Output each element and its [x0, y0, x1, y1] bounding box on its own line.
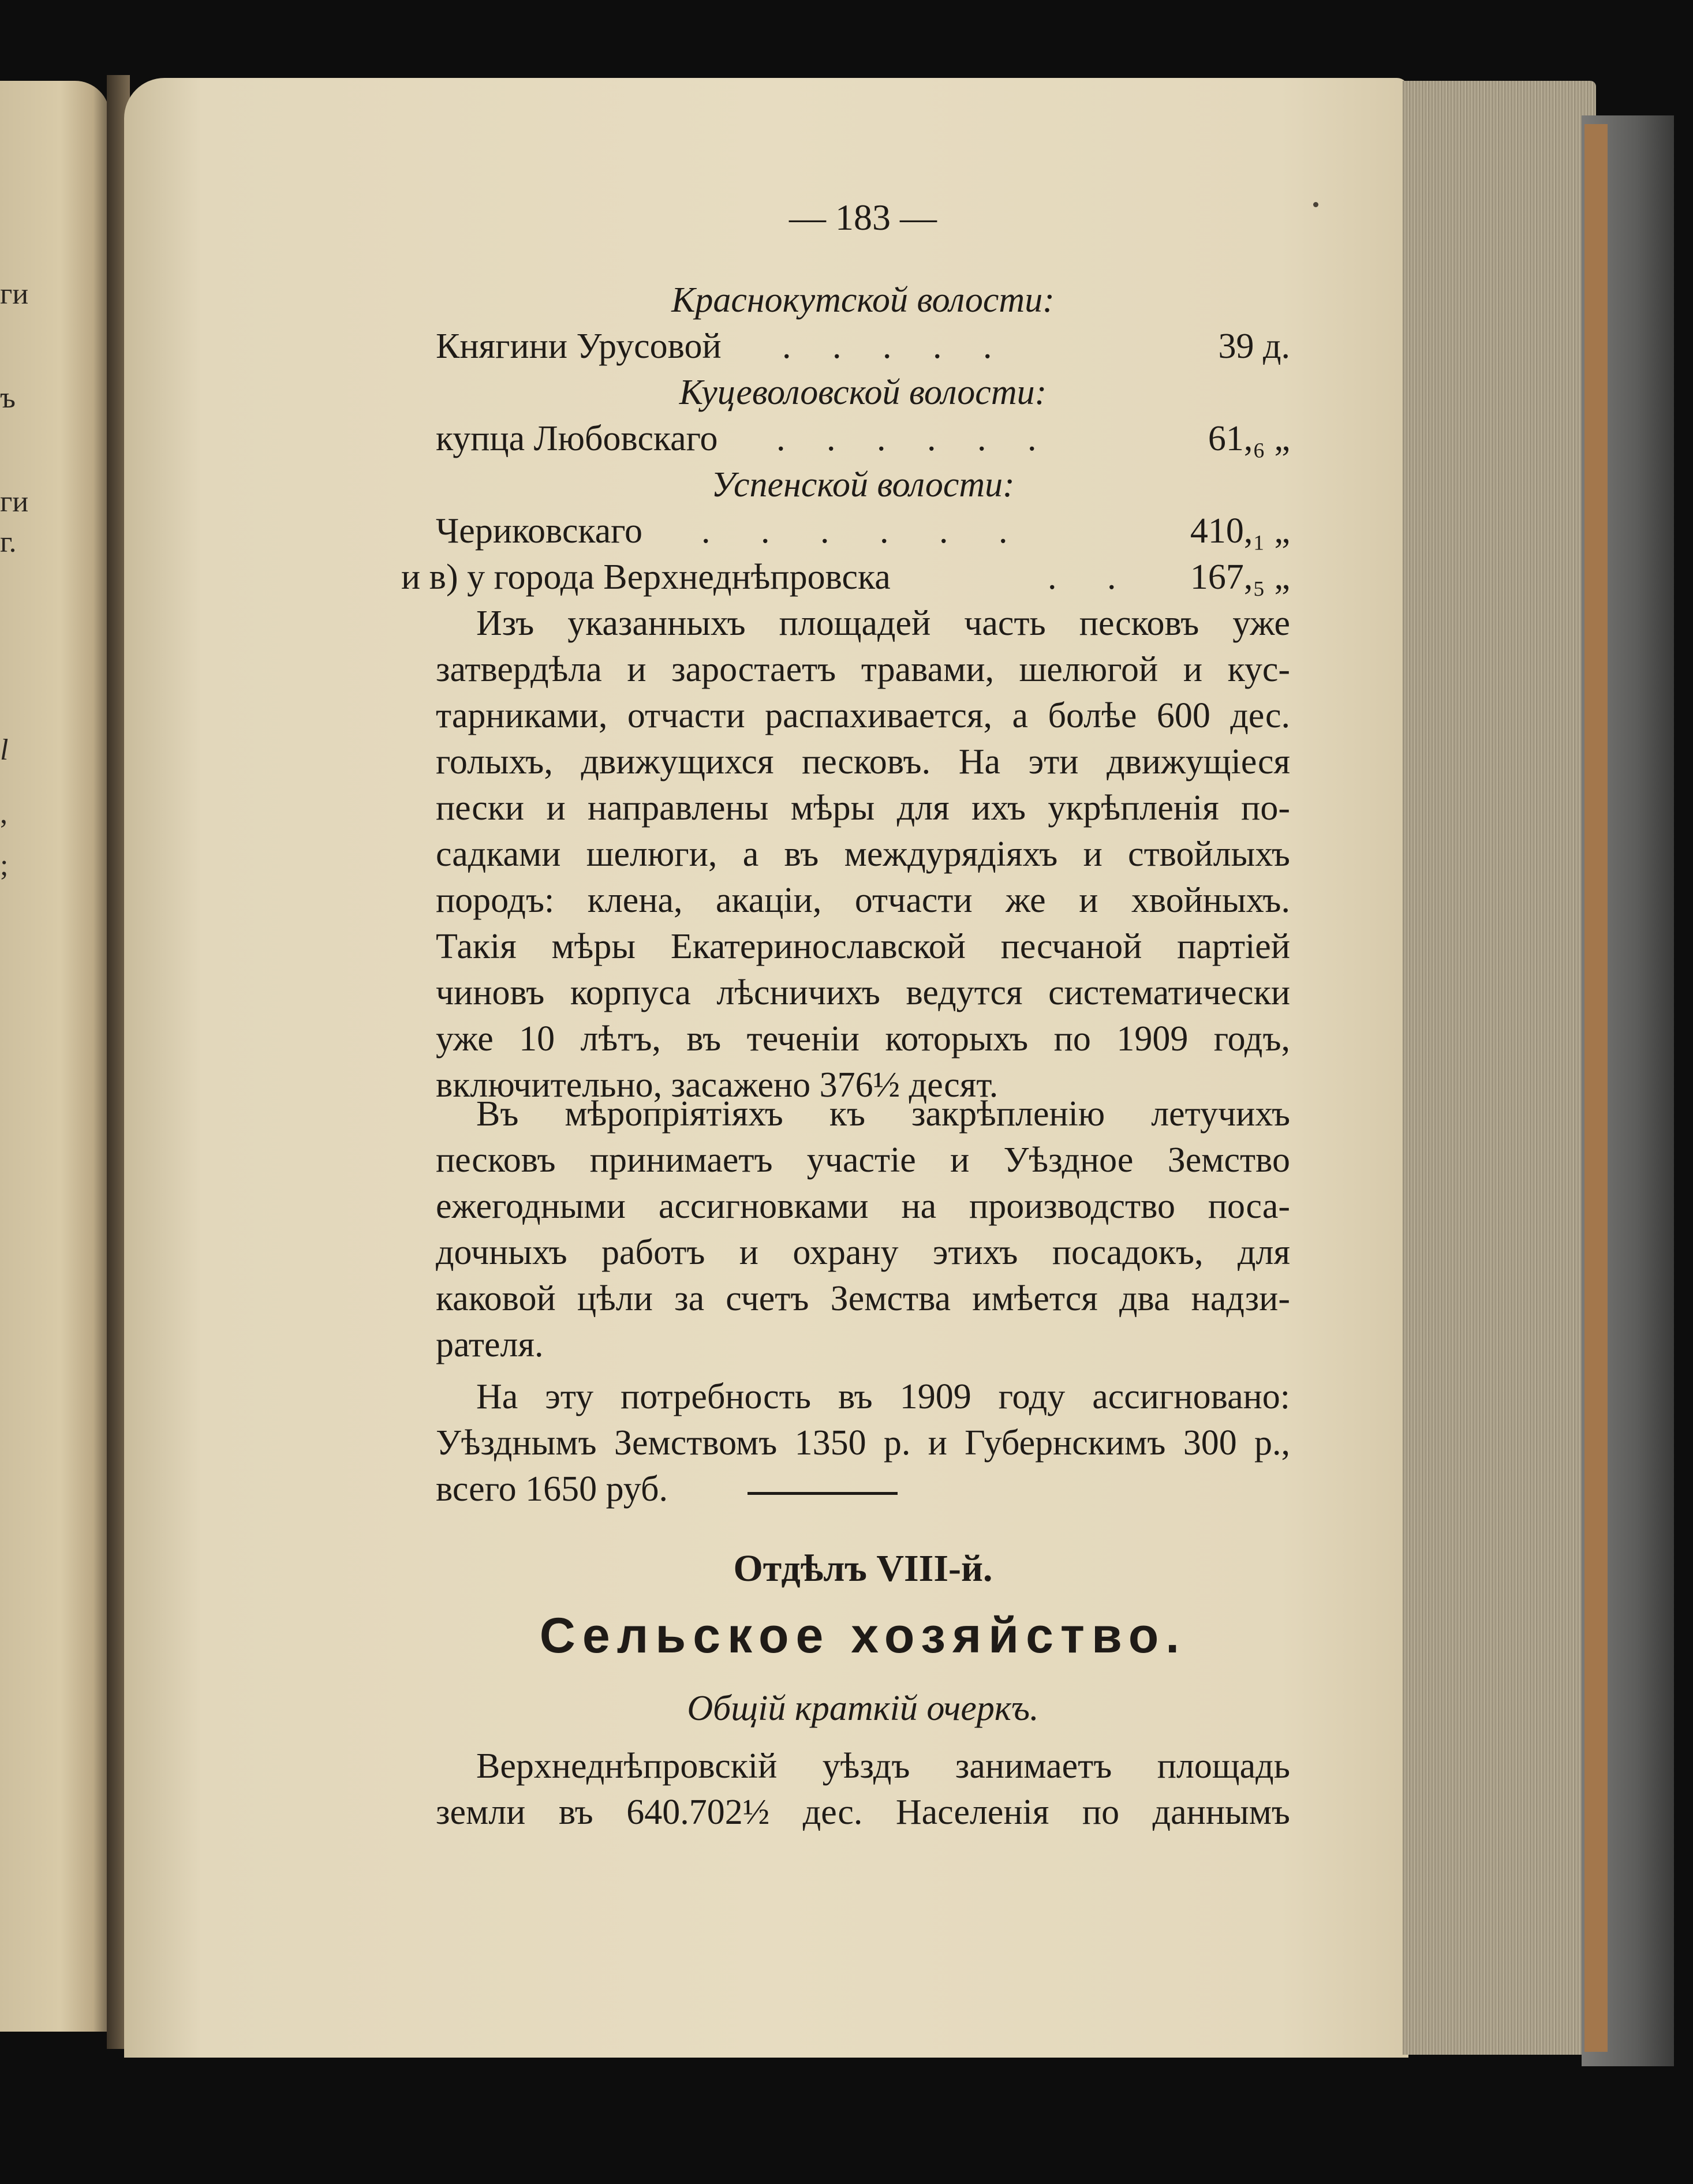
entry-dots: . . . . . .: [776, 419, 1053, 458]
section-subtitle: Общій краткій очеркъ.: [687, 1689, 1039, 1728]
section-label: Отдѣлъ VIII-й.: [733, 1547, 993, 1590]
section-divider: [748, 1492, 898, 1495]
left-page-fragment: ;: [0, 849, 9, 882]
line-text: Въ мѣропріятіяхъ къ закрѣпленію летучихъ: [476, 1094, 1290, 1134]
paragraph-line: затвердѣла и заростаетъ травами, шелюгой и кус-: [436, 650, 1290, 689]
paragraph-line: включительно, засажено 376½ десят.: [436, 1065, 999, 1105]
page-spot: [1313, 202, 1318, 207]
line-text: Изъ указанныхъ площадей часть песковъ уже: [476, 604, 1290, 643]
left-page-fragment: ,: [0, 797, 8, 830]
volost-heading: Успенской волости:: [711, 465, 1015, 504]
paragraph-line: тарниками, отчасти распахивается, а болѣе 600 дес.: [436, 696, 1290, 735]
entry-name: Княгини Урусовой: [436, 327, 722, 366]
paragraph-line: Такія мѣры Екатеринославской песчаной партіей: [436, 927, 1290, 966]
volost-heading: Краснокутской волости:: [671, 281, 1055, 320]
paragraph-line: ежегодными ассигновками на производство поса-: [436, 1187, 1290, 1226]
left-page-fragment: ъ: [0, 382, 16, 414]
entry-dots: . . . . .: [782, 327, 1008, 366]
paragraph-line: всего 1650 руб.: [436, 1469, 668, 1509]
paragraph-line: Уѣзднымъ Земствомъ 1350 р. и Губернскимъ 300 р.,: [436, 1423, 1290, 1463]
line-text: Верхнеднѣпровскій уѣздъ занимаетъ площадь: [476, 1747, 1290, 1786]
section-title: Сельское хозяйство.: [539, 1608, 1187, 1663]
paragraph-line: голыхъ, движущихся песковъ. На эти движущіеся: [436, 742, 1290, 781]
page-number: — 183 —: [789, 197, 937, 238]
paragraph-line: земли въ 640.702½ дес. Населенія по даннымъ: [436, 1793, 1290, 1832]
paragraph-line: пески и направлены мѣры для ихъ укрѣпленія по-: [436, 788, 1290, 828]
page-edges: [1403, 81, 1596, 2055]
paragraph-line: садками шелюги, а въ междурядіяхъ и ствойлыхъ: [436, 835, 1290, 874]
line-text: На эту потребность въ 1909 году ассигновано:: [476, 1377, 1290, 1416]
entry-value: 39 д.: [1218, 327, 1290, 366]
volost-heading: Куцеволовской волости:: [679, 373, 1047, 412]
entry-value: 410,₁ „: [1190, 511, 1290, 551]
paragraph-line: породъ: клена, акаціи, отчасти же и хвойныхъ.: [436, 881, 1290, 920]
entry-value: 167,₅ „: [1190, 558, 1290, 597]
left-page-fragment: l: [0, 734, 9, 766]
left-page-fragment: г.: [0, 526, 17, 559]
entry-name: и в) у города Верхнеднѣпровска: [401, 558, 891, 597]
paragraph-line: дочныхъ работъ и охрану этихъ посадокъ, для: [436, 1233, 1290, 1272]
entry-name: Чериковскаго: [436, 511, 642, 551]
paragraph-line: [436, 1743, 1290, 1789]
left-page-fragment: ги: [0, 485, 29, 518]
left-facing-page: [0, 81, 110, 2032]
entry-name: купца Любовскаго: [436, 419, 718, 458]
paragraph-line: чиновъ корпуса лѣсничихъ ведутся систематически: [436, 973, 1290, 1012]
entry-dots: . . . . . .: [701, 511, 1029, 551]
paragraph-line: рателя.: [436, 1325, 544, 1364]
left-page-fragment: ги: [0, 278, 29, 311]
paragraph-line: уже 10 лѣтъ, въ теченіи которыхъ по 1909 годъ,: [436, 1019, 1290, 1059]
paragraph-line: [436, 1091, 1290, 1137]
page-text-lower: [436, 78, 1290, 2040]
cover-board-edge: [1584, 124, 1608, 2052]
entry-dots: . .: [1048, 558, 1137, 597]
paragraph-line: песковъ принимаетъ участіе и Уѣздное Земство: [436, 1140, 1290, 1180]
paragraph-line: каковой цѣли за счетъ Земства имѣется два надзи-: [436, 1279, 1290, 1318]
entry-value: 61,₆ „: [1208, 419, 1290, 458]
paragraph-line: [436, 1374, 1290, 1420]
